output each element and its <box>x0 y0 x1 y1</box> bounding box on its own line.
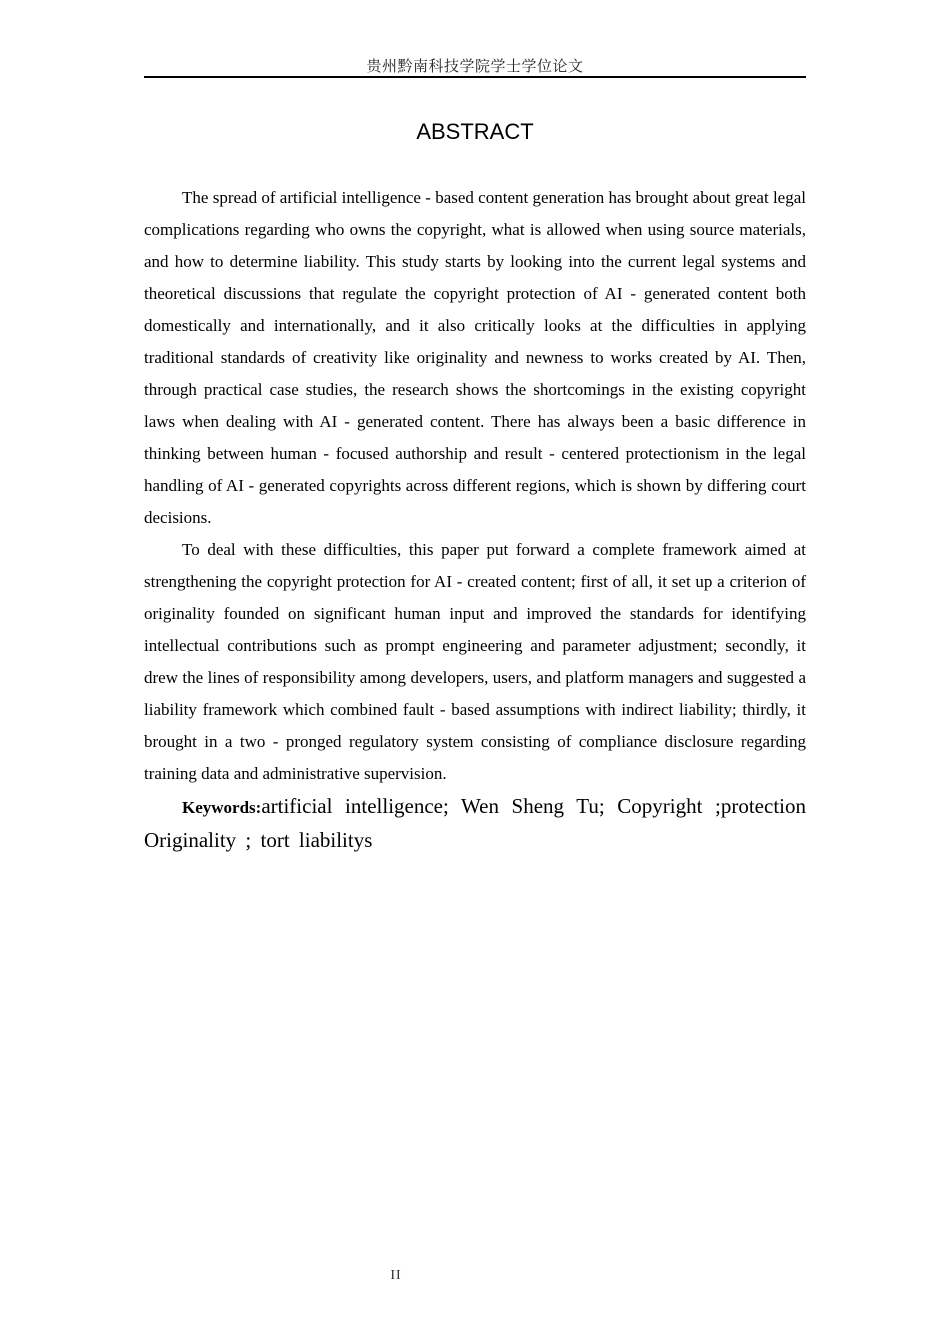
page-header <box>144 56 806 78</box>
keywords-label: Keywords: <box>182 798 262 817</box>
abstract-body <box>144 182 806 856</box>
keywords-line <box>144 790 806 856</box>
abstract-paragraph-2: To deal with these difficulties, this paper put forward a complete framework aimed at strengthening the copyright protection for AI - created content; first of all, it set up a criterion of originality founded on significant human input and improved the standards for identifying intellectual contributions such as prompt engineering and parameter adjustment; secondly, it drew the lines of responsibility among developers, users, and platform managers and suggested a liability framework which combined fault - based assumptions with indirect liability; thirdly, it brought in a two - pronged regulatory system consisting of compliance disclosure regarding training data and administrative supervision. <box>144 540 806 783</box>
abstract-heading: ABSTRACT <box>416 119 534 144</box>
header-title: 贵州黔南科技学院学士学位论文 <box>366 57 584 75</box>
page-number: II <box>390 1268 402 1283</box>
abstract-paragraph-1: The spread of artificial intelligence - based content generation has brought about great legal complications regarding who owns the copyright, what is allowed when using source materials, and how to determine liability. This study starts by looking into the current legal systems and theoretical discussions that regulate the copyright protection of AI - generated content both domestically and internationally, and it also critically looks at the difficulties in applying traditional standards of creativity like originality and newness to works created by AI. Then, through practical case studies, the research shows the shortcomings in the existing copyright laws when dealing with AI - generated content. There has always been a basic difference in thinking between human - focused authorship and result - centered protectionism in the legal handling of AI - generated copyrights across different regions, which is shown by differing court decisions. <box>144 188 806 527</box>
keywords-text: artificial intelligence; Wen Sheng Tu; Copyright ;protection Originality ; tort liabilitys <box>144 794 806 852</box>
